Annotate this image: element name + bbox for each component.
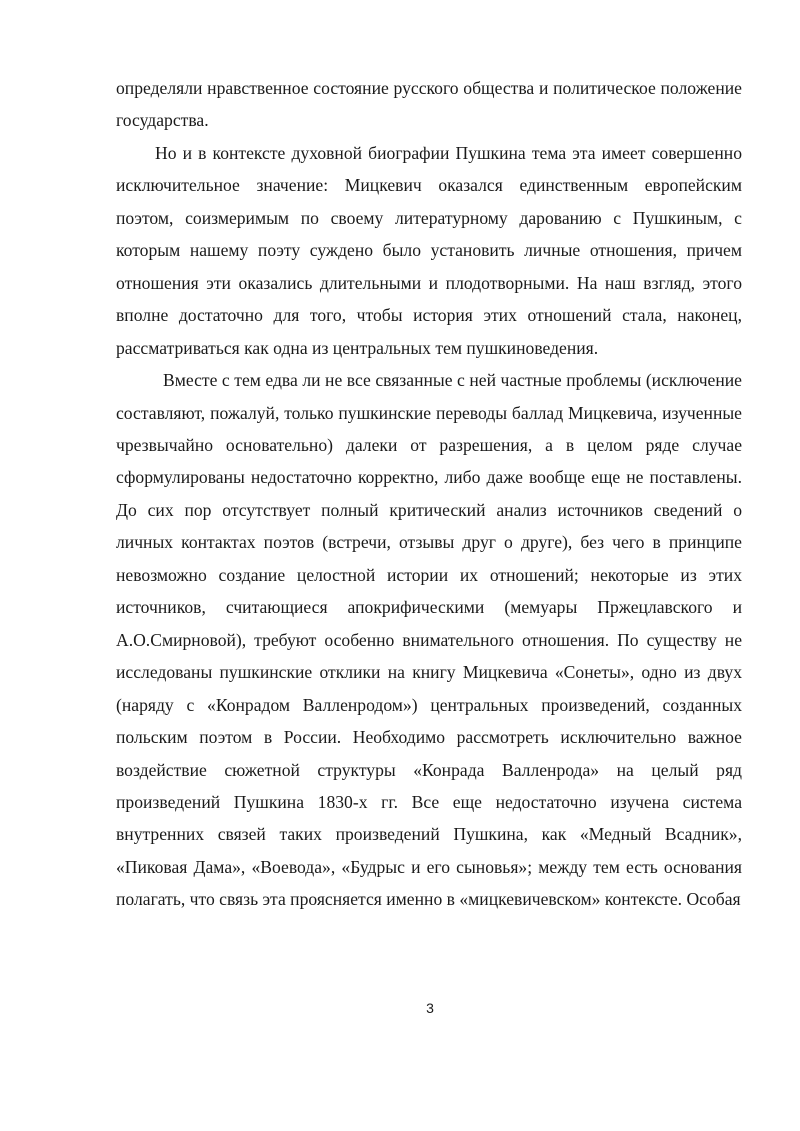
paragraph-continued: определяли нравственное состояние русского общества и политическое положение государства. xyxy=(116,78,742,131)
paragraph: Но и в контексте духовной биографии Пушкина тема эта имеет совершенно исключительное значение: Мицкевич оказался единственным европейским поэтом, соизмеримым по своему литературному дарованию с Пушкиным, с которым нашему поэту суждено было установить личные отношения, причем отношения эти оказались длительными и плодотворными. На наш взгляд, этого вполне достаточно для того, чтобы история этих отношений стала, наконец, рассматриваться как одна из центральных тем пушкиноведения. xyxy=(116,142,742,358)
page-number: 3 xyxy=(426,1000,434,1016)
paragraph: Вместе с тем едва ли не все связанные с ней частные проблемы (исключение составляют, пожалуй, только пушкинские переводы баллад Мицкевича, изученные чрезвычайно основательно) далеки от разрешения, а в целом ряде случае сформулированы недостаточно корректно, либо даже вообще еще не поставлены. До сих пор отсутствует полный критический анализ источников сведений о личных контактах поэтов (встречи, отзывы друг о друге), без чего в принципе невозможно создание целостной истории их отношений; некоторые из этих источников, считающиеся апокрифическими (мемуары Пржецлавского и А.О.Смирновой), требуют особенно внимательного отношения. По существу не исследованы пушкинские отклики на книгу Мицкевича «Сонеты», одно из двух (наряду с «Конрадом Валленродом») центральных произведений, созданных польским поэтом в России. Необходимо рассмотреть исключительно важное воздействие сюжетной структуры «Конрада Валленрода» на целый ряд произведений Пушкина 1830-х гг. Все еще недостаточно изучена система внутренних связей таких произведений Пушкина, как «Медный Всадник», «Пиковая Дама», «Воевода», «Будрыс и его сыновья»; между тем есть основания полагать, что связь эта проясняется именно в «мицкевичевском» контексте. Особая xyxy=(116,370,742,910)
body-text xyxy=(116,72,742,916)
